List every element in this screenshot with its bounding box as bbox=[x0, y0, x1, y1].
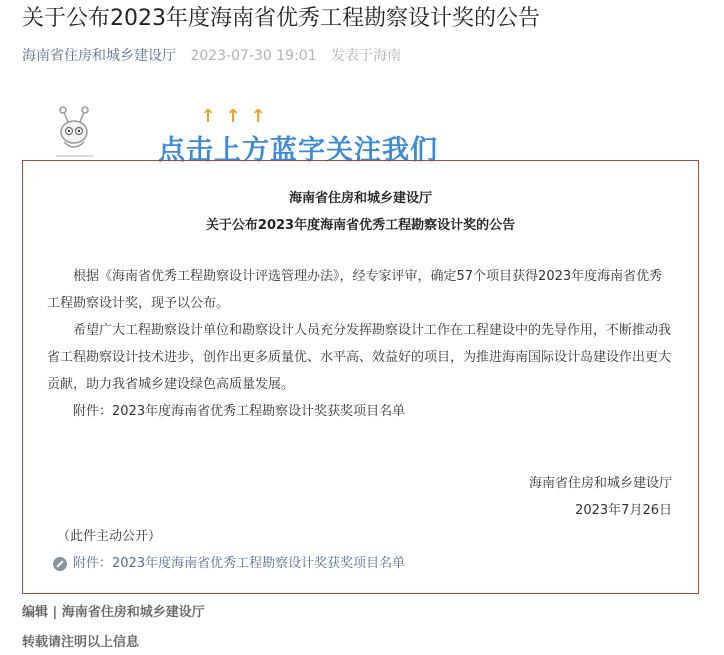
notice-issuer: 海南省住房和城乡建设厅 bbox=[288, 191, 432, 206]
follow-prompt-text: 点击上方蓝字关注我们 bbox=[158, 135, 438, 166]
article-meta bbox=[22, 46, 401, 66]
link-icon bbox=[53, 557, 67, 571]
publish-time: 2023-07-30 19:01 bbox=[190, 48, 317, 64]
attachment-link[interactable] bbox=[53, 553, 405, 575]
footer-reprint-note: 转载请注明以上信息 bbox=[22, 635, 140, 650]
follow-banner[interactable] bbox=[50, 104, 480, 166]
account-name-link[interactable]: 海南省住房和城乡建设厅 bbox=[22, 48, 176, 64]
up-arrow-icon: ↑ bbox=[250, 106, 266, 127]
notice-body bbox=[47, 263, 675, 398]
notice-paragraph: 希望广大工程勘察设计单位和勘察设计人员充分发挥勘察设计工作在工程建设中的先导作用，不断推动我省工程勘察设计技术进步，创作出更多质量优、水平高、效益好的项目，为推进海南国际设计岛建设作出更大贡献，助力我省城乡建设绿色高质量发展。 bbox=[47, 323, 672, 392]
public-note: （此件主动公开） bbox=[57, 529, 162, 544]
notice-heading: 关于公布2023年度海南省优秀工程勘察设计奖的公告 bbox=[205, 218, 516, 233]
signature-issuer: 海南省住房和城乡建设厅 bbox=[528, 476, 672, 491]
up-arrow-icon: ↑ bbox=[200, 106, 216, 127]
notice-box bbox=[22, 160, 699, 594]
publish-location: 发表于海南 bbox=[331, 48, 402, 64]
attachment-link-label: 附件：2023年度海南省优秀工程勘察设计奖获奖项目名单 bbox=[73, 556, 406, 571]
up-arrows bbox=[198, 106, 268, 127]
signature-date: 2023年7月26日 bbox=[575, 503, 672, 518]
attachment-line: 附件：2023年度海南省优秀工程勘察设计奖获奖项目名单 bbox=[73, 404, 406, 419]
notice-paragraph: 根据《海南省优秀工程勘察设计评选管理办法》，经专家评审，确定57个项目获得2023年度海南省优秀工程勘察设计奖，现予以公布。 bbox=[47, 269, 663, 311]
up-arrow-icon: ↑ bbox=[225, 106, 241, 127]
mascot-icon bbox=[50, 104, 100, 158]
footer-editor: 编辑 | 海南省住房和城乡建设厅 bbox=[22, 605, 205, 620]
article-title: 关于公布2023年度海南省优秀工程勘察设计奖的公告 bbox=[22, 6, 540, 31]
